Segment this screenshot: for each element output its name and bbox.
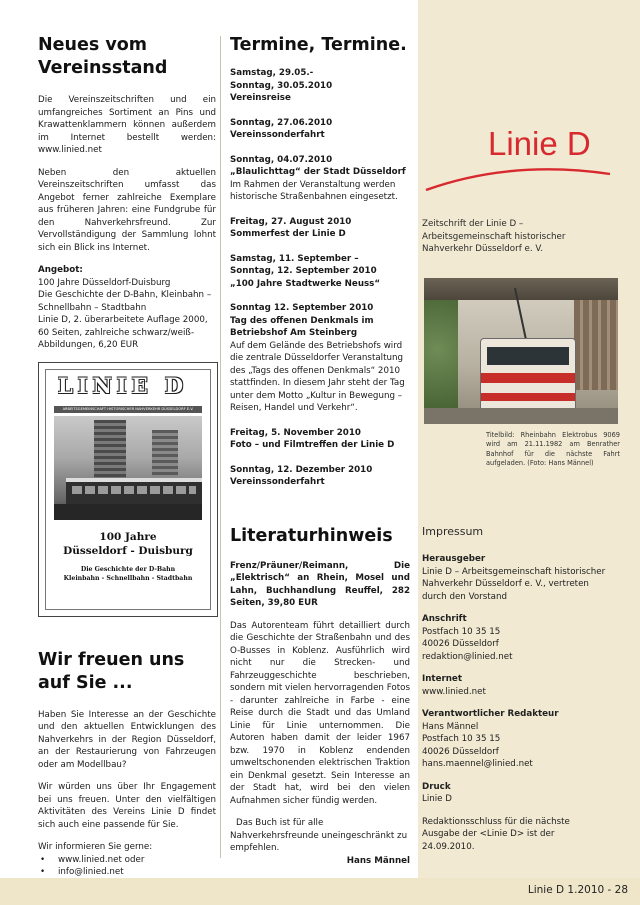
contact-list [38, 854, 216, 879]
roof-shape [424, 278, 618, 300]
paragraph-zeitschriften: Die Vereinszeitschriften und ein umfangreiches Sortiment an Pins und Krawattenklammern können außerdem im Internet bestellt werden: www.linied.net [38, 95, 216, 155]
offer-line: Die Geschichte der D-Bahn, Kleinbahn – Schnellbahn – Stadtbahn [38, 290, 212, 313]
event-item [230, 216, 410, 241]
event-title: Samstag, 29.05.- Sonntag, 30.05.2010 Vereinsreise [230, 68, 333, 103]
impressum-block [422, 553, 608, 863]
offer-block [38, 264, 216, 352]
offer-label: Angebot: [38, 265, 83, 275]
impressum-section [422, 673, 608, 698]
bus-window-shape [487, 347, 569, 365]
book-cover-title-line: 100 Jahre [99, 530, 157, 543]
literature-author: Hans Männel [346, 855, 410, 866]
event-description: Auf dem Gelände des Betriebshofs wird die zentrale Düsseldorfer Veranstaltung des „Tags des offenen Denkmals“ 2010 stattfinden. In diesem Jahr steht der Tag unter dem Motto „Kultur in Bewegung – Reisen, Handel und Verkehr“. [230, 340, 405, 413]
heading-termine: Termine, Termine. [230, 35, 407, 55]
impressum-text: Linie D [422, 794, 452, 804]
page-number: Linie D 1.2010 - 28 [527, 884, 628, 896]
heading-literaturhinweis: Literaturhinweis [230, 525, 393, 546]
event-description: Im Rahmen der Veranstaltung werden historische Straßenbahnen eingesetzt. [230, 179, 398, 202]
paragraph-engagement: Wir würden uns über Ihr Engagement bei uns freuen. Unter den vielfältigen Aktivitäten des Vereins Linie D findet sich auch eine passende für Sie. [38, 782, 216, 830]
tree-shape [424, 300, 458, 424]
trolleybus-shape [480, 338, 576, 410]
impressum-label: Anschrift [422, 614, 467, 624]
event-item [230, 464, 410, 489]
impressum-text: Hans Männel Postfach 10 35 15 40026 Düsseldorf hans.maennel@linied.net [422, 721, 533, 769]
event-title: Sonntag 12. September 2010 Tag des offenen Denkmals im Betriebshof Am Steinberg [230, 303, 374, 338]
event-item [230, 117, 410, 142]
left-column [38, 34, 216, 879]
bus-stripe-shape [481, 393, 575, 401]
event-title: Samstag, 11. September – Sonntag, 12. September 2010 „100 Jahre Stadtwerke Neuss“ [230, 253, 381, 289]
building-shape [574, 300, 618, 390]
book-cover-title [46, 530, 210, 558]
impressum-section [422, 553, 608, 603]
contact-item-email[interactable]: • info@linied.net [38, 866, 216, 879]
ground-shape [54, 504, 202, 520]
impressum-title: Impressum [422, 525, 484, 538]
impressum-label: Verantwortlicher Redakteur [422, 709, 559, 719]
paragraph-angebot-intro: Neben den aktuellen Vereinszeitschriften umfasst das Angebot ferner zahlreiche Exemplare aus früheren Jahren: eine Fundgrube für den Nahverkehrsfreund. Zur Vervollständigung der Sammlung lohnt sich ein Blick ins Internet. [38, 167, 216, 253]
offer-line: Linie D, 2. überarbeitete Auflage 2000, 60 Seiten, zahlreiche schwarz/weiß-Abbildungen, 6,20 EUR [38, 315, 208, 350]
event-item [230, 302, 410, 415]
heading-wir-freuen-uns: Wir freuen uns auf Sie ... [38, 649, 185, 693]
column-divider [220, 36, 221, 858]
event-item [230, 154, 410, 204]
middle-column [230, 34, 410, 867]
contact-intro: Wir informieren Sie gerne: [38, 842, 153, 852]
book-cover-small-line: Die Geschichte der D-Bahn [80, 565, 176, 573]
book-cover-image [38, 362, 218, 617]
impressum-text: www.linied.net [422, 686, 486, 697]
book-cover-photo [54, 416, 202, 520]
book-cover-logo: LINIE D [58, 372, 189, 398]
impressum-section [422, 816, 608, 854]
event-title: Freitag, 27. August 2010 Sommerfest der Linie D [230, 216, 352, 239]
literature-reference: Frenz/Präuner/Reimann, Die „Elektrisch“ an Rhein, Mosel und Lahn, Buchhandlung Reuffel, 282 Seiten, 39,80 EUR [230, 560, 410, 608]
paragraph-interesse: Haben Sie Interesse an der Geschichte und den aktuellen Entwicklungen des Nahverkehrs in der Region Düsseldorf, an der Restaurierung von Fahrzeugen oder am Modellbau? [38, 709, 216, 770]
contact-item-web[interactable]: • www.linied.net oder [38, 854, 216, 867]
impressum-label: Internet [422, 674, 462, 684]
bus-stripe-shape [481, 373, 575, 383]
heading-vereinsstand: Neues vom Vereinsstand [38, 35, 168, 78]
road-shape [424, 408, 618, 424]
book-cover-title-line: Düsseldorf - Duisburg [63, 544, 193, 557]
impressum-text: Linie D – Arbeitsgemeinschaft historischer Nahverkehr Düsseldorf e. V., vertreten durch den Vorstand [422, 566, 606, 602]
event-title: Sonntag, 12. Dezember 2010 Vereinssonderfahrt [230, 464, 373, 487]
impressum-section [422, 613, 608, 663]
brand-swoosh-icon [422, 152, 612, 192]
cover-photo-trolleybus [424, 278, 618, 424]
event-title: Freitag, 5. November 2010 Foto – und Filmtreffen der Linie D [230, 427, 395, 450]
magazine-description: Zeitschrift der Linie D – Arbeitsgemeinschaft historischer Nahverkehr Düsseldorf e. V. [422, 219, 566, 254]
impressum-section [422, 708, 608, 771]
impressum-section [422, 781, 608, 806]
event-title: Sonntag, 04.07.2010 „Blaulichttag“ der Stadt Düsseldorf [230, 154, 406, 177]
book-cover-subline: ARBEITSGEMEINSCHAFT HISTORISCHER NAHVERKEHR DÜSSELDORF E.V. [54, 406, 202, 413]
book-cover-frame [45, 369, 211, 610]
impressum-label: Druck [422, 781, 451, 792]
linie-d-brand-title: Linie D [488, 125, 591, 162]
book-cover-small-line: Kleinbahn - Schnellbahn - Stadtbahn [63, 574, 193, 582]
impressum-text: Redaktionsschluss für die nächste Ausgabe der <Linie D> ist der 24.09.2010. [422, 816, 570, 852]
literature-recommendation: Das Buch ist für alle Nahverkehrsfreunde uneingeschränkt zu empfehlen. [230, 818, 408, 853]
impressum-label: Herausgeber [422, 554, 486, 564]
event-item [230, 253, 410, 291]
event-title: Sonntag, 27.06.2010 Vereinssonderfahrt [230, 117, 333, 140]
literature-review-text: Das Autorenteam führt detailliert durch die Geschichte der Straßenbahn und des O-Busses in Koblenz. Ausführlich wird nicht nur die Strecken- und Fahrzeuggeschichte beschrieben, sondern mit vielen hervorragenden Fotos - darunter zahlreiche in Farbe - eine Reise durch die Stadt und das Umland Linie für Linie unternommen. Die Autoren haben damit der leider 1967 bzw. 1970 in Koblenz endenden umweltschonenden elektrischen Traktion ein Denkmal gesetzt. Sein Interesse an der Stadt hat, wird bei den vielen Aufnahmen sicher fündig werden. [230, 620, 410, 806]
offer-line: 100 Jahre Düsseldorf-Duisburg [38, 277, 171, 288]
impressum-text: Postfach 10 35 15 40026 Düsseldorf redaktion@linied.net [422, 626, 513, 662]
event-item [230, 427, 410, 452]
events-list [230, 67, 410, 489]
photo-caption: Titelbild: Rheinbahn Elektrobus 9069 wird am 21.11.1982 am Benrather Bahnhof für die nächste Fahrt aufgeladen. (Foto: Hans Männel) [486, 431, 620, 467]
event-item [230, 67, 410, 105]
